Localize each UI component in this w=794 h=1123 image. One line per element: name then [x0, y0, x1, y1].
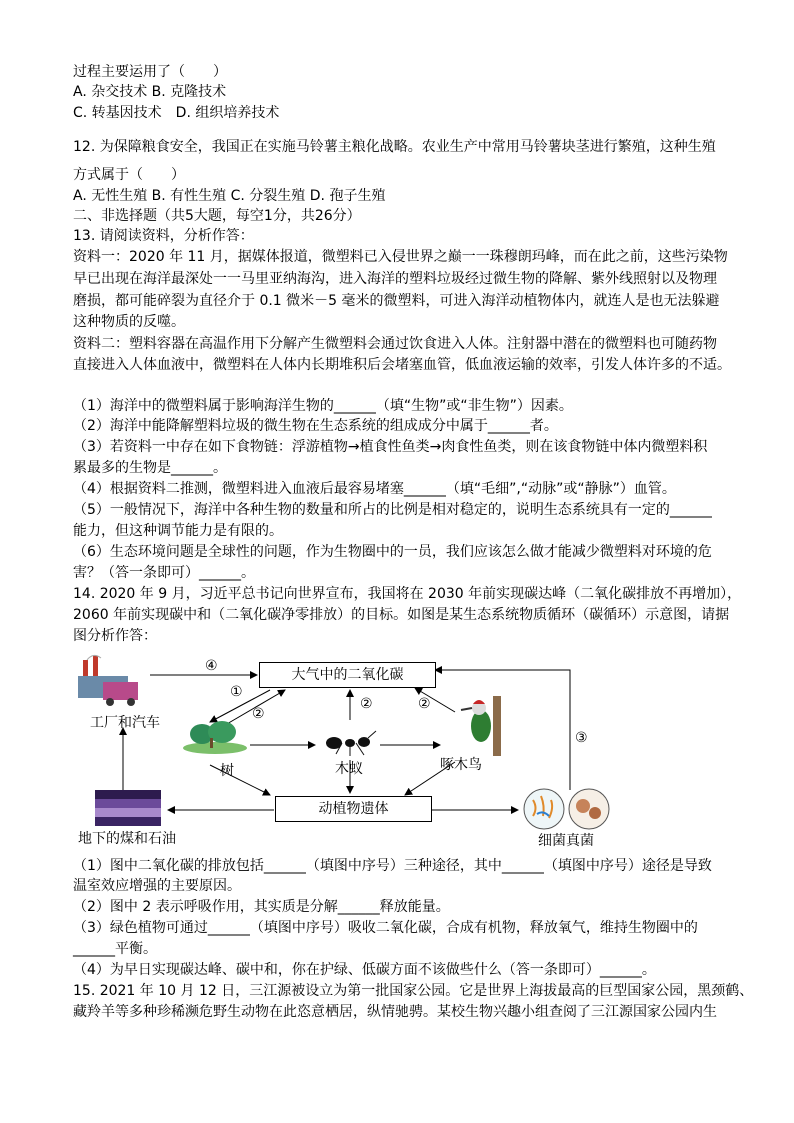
factory-label: 工厂和汽车	[90, 715, 160, 731]
q13-intro: 13. 请阅读资料，分析作答：	[73, 228, 254, 244]
label-2-ant: ②	[360, 696, 373, 712]
section-heading: 二、非选择题（共5大题，每空1分，共26分）	[73, 208, 361, 224]
q15-stem-1: 15. 2021 年 10 月 12 日，三江源被设立为第一批国家公园。它是世界上海拔最高的巨型国家公园，黑颈鹤、	[73, 983, 754, 999]
label-2-bird: ②	[418, 696, 431, 712]
tree-label: 树	[220, 763, 234, 779]
ant-icon	[322, 728, 378, 758]
q12-options: A. 无性生殖 B. 有性生殖 C. 分裂生殖 D. 孢子生殖	[73, 188, 386, 204]
carbon-cycle-diagram	[60, 650, 660, 855]
q13-sub3-1: （3）若资料一中存在如下食物链：浮游植物→植食性鱼类→肉食性鱼类，则在该食物链中体内微塑料积	[73, 439, 708, 455]
bacteria-fungi-icon	[523, 788, 613, 830]
q13-sub1: （1）海洋中的微塑料属于影响海洋生物的______（填“生物”或“非生物”）因素。	[73, 398, 573, 414]
coal-oil-icon	[95, 790, 161, 826]
q13-material2-1: 资料二：塑料容器在高温作用下分解产生微塑料会通过饮食进入人体。注射器中潜在的微塑料也可随药物	[73, 336, 717, 352]
q12-stem-2: 方式属于（ ）	[73, 167, 185, 183]
q15-stem-2: 藏羚羊等多种珍稀濒危野生动物在此恣意栖居，纵情驰骋。某校生物兴趣小组查阅了三江源国家公园内生	[73, 1004, 717, 1020]
q14-sub2: （2）图中 2 表示呼吸作用，其实质是分解______释放能量。	[73, 899, 450, 915]
label-2-tree: ②	[252, 706, 265, 722]
label-1: ①	[230, 684, 243, 700]
q14-sub3-2: ______平衡。	[73, 941, 157, 957]
q13-sub6-1: （6）生态环境问题是全球性的问题，作为生物圈中的一员，我们应该怎么做才能减少微塑料对环境的危	[73, 544, 712, 560]
microbes-label: 细菌真菌	[538, 833, 594, 849]
remains-box: 动植物遗体	[275, 796, 432, 822]
q13-sub5-2: 能力，但这种调节能力是有限的。	[73, 523, 283, 539]
q13-sub3-2: 累最多的生物是______。	[73, 460, 227, 476]
tree-icon	[180, 720, 250, 755]
q14-sub1-1: （1）图中二氧化碳的排放包括______（填图中序号）三种途径，其中______（填图中序号）途径是导致	[73, 858, 712, 874]
q11-stem: 过程主要运用了（ ）	[73, 64, 227, 80]
q13-material1-1: 资料一：2020 年 11 月，据媒体报道，微塑料已入侵世界之巅一一珠穆朗玛峰，而在此之前，这些污染物	[73, 249, 728, 265]
q13-sub6-2: 害？（答一条即可）______。	[73, 565, 255, 581]
ant-label: 木蚁	[335, 761, 363, 777]
q14-sub4: （4）为早日实现碳达峰、碳中和，你在护绿、低碳方面不该做些什么（答一条即可）______。	[73, 962, 656, 978]
q14-sub3-1: （3）绿色植物可通过______（填图中序号）吸收二氧化碳，合成有机物，释放氧气，维持生物圈中的	[73, 920, 698, 936]
q13-material2-2: 直接进入人体血液中，微塑料在人体内长期堆积后会堵塞血管，低血液运输的效率，引发人体许多的不适。	[73, 357, 731, 373]
label-3: ③	[575, 730, 588, 746]
q13-sub4: （4）根据资料二推测，微塑料进入血液后最容易堵塞______（填“毛细”,“动脉”或“静脉”）血管。	[73, 481, 676, 497]
woodpecker-icon	[455, 696, 505, 756]
woodpecker-label: 啄木鸟	[440, 757, 482, 773]
factory-icon	[75, 654, 155, 709]
q14-stem-3: 图分析作答：	[73, 628, 157, 644]
q13-sub2: （2）海洋中能降解塑料垃圾的微生物在生态系统的组成成分中属于______者。	[73, 418, 558, 434]
q13-material1-2: 早已出现在海洋最深处一一马里亚纳海沟，进入海洋的塑料垃圾经过微生物的降解、紫外线照射以及物理	[73, 271, 717, 287]
atmosphere-co2-box: 大气中的二氧化碳	[259, 662, 436, 688]
q13-material1-3: 磨损，都可能碎裂为直径介于 0.1 微米－5 毫米的微塑料，可进入海洋动植物体内，就连人是也无法躲避	[73, 293, 720, 309]
q12-stem-1: 12. 为保障粮食安全，我国正在实施马铃薯主粮化战略。农业生产中常用马铃薯块茎进行繁殖，这种生殖	[73, 139, 716, 155]
label-4: ④	[205, 658, 218, 674]
q11-options-1: A. 杂交技术 B. 克隆技术	[73, 84, 227, 100]
q13-material1-4: 这种物质的反噬。	[73, 314, 185, 330]
q11-options-2: C. 转基因技术 D. 组织培养技术	[73, 105, 280, 121]
q13-sub5-1: （5）一般情况下，海洋中各种生物的数量和所占的比例是相对稳定的，说明生态系统具有一定的______	[73, 502, 712, 518]
q14-stem-2: 2060 年前实现碳中和（二氧化碳净零排放）的目标。如图是某生态系统物质循环（碳循环）示意图，请据	[73, 607, 730, 623]
q14-stem-1: 14. 2020 年 9 月，习近平总书记向世界宣布，我国将在 2030 年前实现碳达峰（二氧化碳排放不再增加），	[73, 586, 742, 602]
q14-sub1-2: 温室效应增强的主要原因。	[73, 878, 241, 894]
coal-oil-label: 地下的煤和石油	[78, 831, 176, 847]
